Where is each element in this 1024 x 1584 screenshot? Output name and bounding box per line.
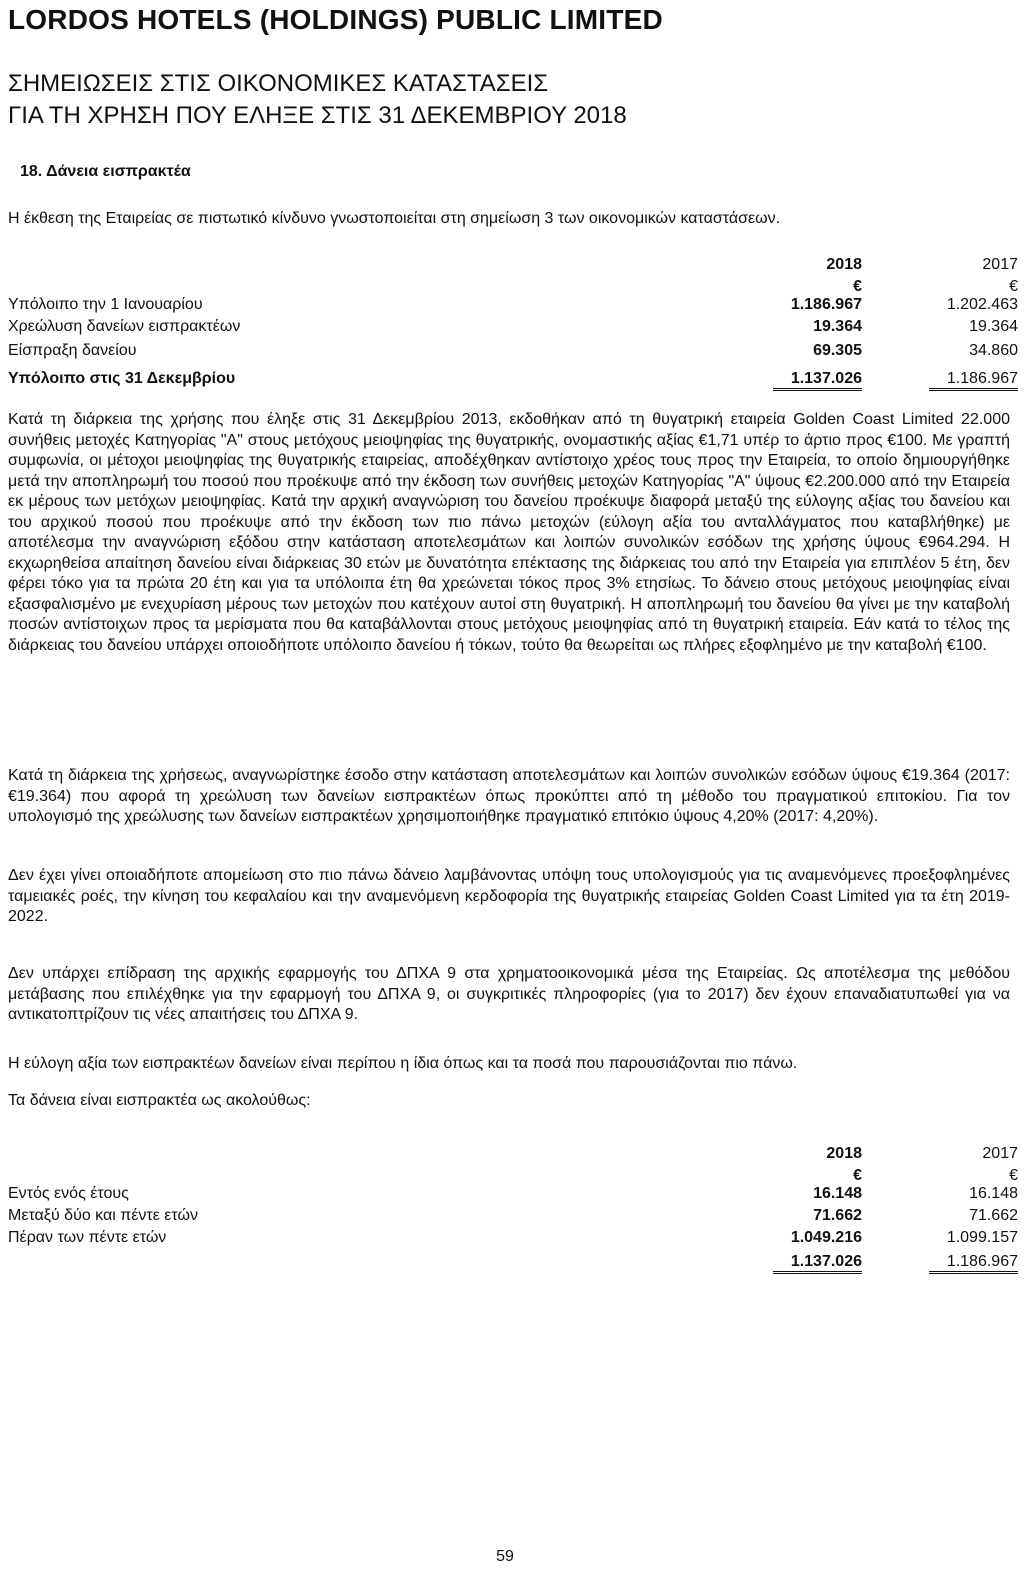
row-label: Πέραν των πέντε ετών bbox=[8, 1229, 167, 1246]
table-row bbox=[8, 1229, 1018, 1251]
currency-2018: € bbox=[853, 278, 862, 295]
value-2018: 71.662 bbox=[813, 1207, 862, 1224]
paragraph-fair-value: Η εύλογη αξία των εισπρακτέων δανείων είναι περίπου η ίδια όπως και τα ποσά που παρουσιάζονται πιο πάνω. bbox=[8, 1055, 798, 1072]
value-2018: 1.049.216 bbox=[790, 1229, 862, 1246]
row-label: Εντός ενός έτους bbox=[8, 1185, 129, 1202]
table-row bbox=[8, 342, 1018, 364]
table-total-row bbox=[8, 1253, 1018, 1275]
value-2017: 34.860 bbox=[969, 342, 1018, 359]
currency-2017: € bbox=[1009, 1167, 1018, 1184]
table-row bbox=[8, 296, 1018, 318]
total-2017: 1.186.967 bbox=[929, 370, 1018, 391]
value-2017: 1.099.157 bbox=[946, 1229, 1018, 1246]
company-name: LORDOS HOTELS (HOLDINGS) PUBLIC LIMITED bbox=[8, 4, 663, 35]
currency-2018: € bbox=[853, 1167, 862, 1184]
total-2018: 1.137.026 bbox=[773, 1253, 862, 1274]
page-number: 59 bbox=[496, 1548, 514, 1565]
paragraph-ifrs9: Δεν υπάρχει επίδραση της αρχικής εφαρμογής του ΔΠΧΑ 9 στα χρηματοοικονομικά μέσα της Εταιρείας. Ως αποτέλεσμα της μεθόδου μετάβασης που επιλέχθηκε για την εφαρμογή του ΔΠΧΑ 9, οι συγκριτικές πληροφορίες (για το 2017) δεν έχουν επαναδιατυπωθεί για να αντικατοπτρίζουν τις νέες απαιτήσεις του ΔΠΧΑ 9. bbox=[8, 965, 1010, 1023]
currency-2017: € bbox=[1009, 278, 1018, 295]
row-label: Είσπραξη δανείου bbox=[8, 342, 137, 359]
value-2017: 16.148 bbox=[969, 1185, 1018, 1202]
column-2017: 2017 bbox=[982, 256, 1018, 273]
value-2018: 19.364 bbox=[813, 318, 862, 335]
paragraph-maturity-intro: Τα δάνεια είναι εισπρακτέα ως ακολούθως: bbox=[8, 1092, 311, 1109]
paragraph-impairment: Δεν έχει γίνει οποιαδήποτε απομείωση στο πιο πάνω δάνειο λαμβάνοντας υπόψη τους υπολογισμούς για τις αναμενόμενες προεξοφλημένες ταμειακές ροές, την κίνηση του κεφαλαίου και την αναμενόμενη κερδοφορία της θυγατρικής εταιρείας Golden Coast Limited για τα έτη 2019-2022. bbox=[8, 867, 1010, 925]
document-title: ΣΗΜΕΙΩΣΕΙΣ ΣΤΙΣ ΟΙΚΟΝΟΜΙΚΕΣ ΚΑΤΑΣΤΑΣΕΙΣ bbox=[8, 70, 549, 97]
row-label: Χρεώλυση δανείων εισπρακτέων bbox=[8, 318, 241, 335]
table-row bbox=[8, 1207, 1018, 1229]
section-intro: Η έκθεση της Εταιρείας σε πιστωτικό κίνδυνο γνωστοποιείται στη σημείωση 3 των οικονομικών καταστάσεων. bbox=[8, 210, 781, 227]
value-2017: 19.364 bbox=[969, 318, 1018, 335]
row-label: Υπόλοιπο στις 31 Δεκεμβρίου bbox=[8, 370, 236, 387]
column-2017: 2017 bbox=[982, 1145, 1018, 1162]
paragraph-amortisation: Κατά τη διάρκεια της χρήσεως, αναγνωρίστηκε έσοδο στην κατάσταση αποτελεσμάτων και λοιπών συνολικών εσόδων ύψους €19.364 (2017: €19.364) που αφορά τη χρεώλυση των δανείων εισπρακτέων όπως προκύπτει από τη μέθοδο του πραγματικού επιτοκίου. Για τον υπολογισμό της χρεώλυσης των δανείων εισπρακτέων χρησιμοποιήθηκε πραγματικό επιτόκιο ύψους 4,20% (2017: 4,20%). bbox=[8, 767, 1010, 825]
column-2018: 2018 bbox=[826, 256, 862, 273]
total-2017: 1.186.967 bbox=[929, 1253, 1018, 1274]
document-period: ΓΙΑ ΤΗ ΧΡΗΣΗ ΠΟΥ ΕΛΗΞΕ ΣΤΙΣ 31 ΔΕΚΕΜΒΡΙΟΥ 2018 bbox=[8, 102, 627, 129]
table-header-year bbox=[8, 256, 1018, 278]
paragraph-golden-coast: Κατά τη διάρκεια της χρήσης που έληξε στις 31 Δεκεμβρίου 2013, εκδοθήκαν από τη θυγατρική εταιρεία Golden Coast Limited 22.000 συνήθεις μετοχές Κατηγορίας "Α" στους μετόχους μειοψηφίας της θυγατρικής, ονομαστικής αξίας €1,71 υπέρ το άρτιο προς €100. Με γραπτή συμφωνία, οι μέτοχοι μειοψηφίας της θυγατρικής εταιρείας, αποδέχθηκαν αντίστοιχο χρέος τους προς την Εταιρεία, το οποίο δημιουργήθηκε μετά την αποπληρωμή του ποσού που προέκυψε από την έκδοση των συνήθεις μετοχών Κατηγορίας "Α" ύψους €2.200.000 από την Εταιρεία εκ μέρους των μετόχων μειοψηφίας. Κατά την αρχική αναγνώριση του δανείου προέκυψε διαφορά μεταξύ της εύλογης αξίας του δανείου και του αρχικού ποσού που προέκυψε από την έκδοση των πιο πάνω μετοχών (εύλογη αξία του ανταλλάγματος που καταβλήθηκε) με αποτέλεσμα την αναγνώριση εξόδου στην κατάσταση αποτελεσμάτων και λοιπών συνολικών εσόδων της χρήσης ύψους €964.294. Η εκχωρηθείσα απαίτηση δανείου είναι διάρκειας 30 ετών με δυνατότητα επέκτασης της διάρκειας του από την Εταιρεία για επιπλέον 5 έτη, δεν φέρει τόκο για τα πρώτα 20 έτη και για τα υπόλοιπα έτη θα χρεώνεται τόκος προς 3% ετησίως. Το δάνειο στους μετόχους μειοψηφίας είναι εξασφαλισμένο με ενεχυρίαση μέρους των μετοχών που κατέχουν αυτοί στη θυγατρική. Η αποπληρωμή του δανείου θα γίνει με την καταβολή ποσών αντίστοιχων προς τα μερίσματα που θα καταβάλλονται στους μετόχους μειοψηφίας από τη θυγατρική εταιρεία. Εάν κατά το τέλος της διάρκειας του δανείου υπάρχει οποιοδήποτε υπόλοιπο δανείου ή τόκων, τούτο θα θεωρείται ως πλήρες εξοφλημένο με την καταβολή €100. bbox=[8, 411, 1010, 654]
column-2018: 2018 bbox=[826, 1145, 862, 1162]
value-2018: 69.305 bbox=[813, 342, 862, 359]
value-2018: 16.148 bbox=[813, 1185, 862, 1202]
value-2018: 1.186.967 bbox=[790, 296, 862, 313]
row-label: Υπόλοιπο την 1 Ιανουαρίου bbox=[8, 296, 203, 313]
total-2018: 1.137.026 bbox=[773, 370, 862, 391]
table-header-year bbox=[8, 1145, 1018, 1167]
value-2017: 71.662 bbox=[969, 1207, 1018, 1224]
row-label: Μεταξύ δύο και πέντε ετών bbox=[8, 1207, 199, 1224]
table-row bbox=[8, 1185, 1018, 1207]
section-heading: 18. Δάνεια εισπρακτέα bbox=[20, 163, 191, 180]
table-total-row bbox=[8, 370, 1018, 392]
value-2017: 1.202.463 bbox=[946, 296, 1018, 313]
table-row bbox=[8, 318, 1018, 340]
